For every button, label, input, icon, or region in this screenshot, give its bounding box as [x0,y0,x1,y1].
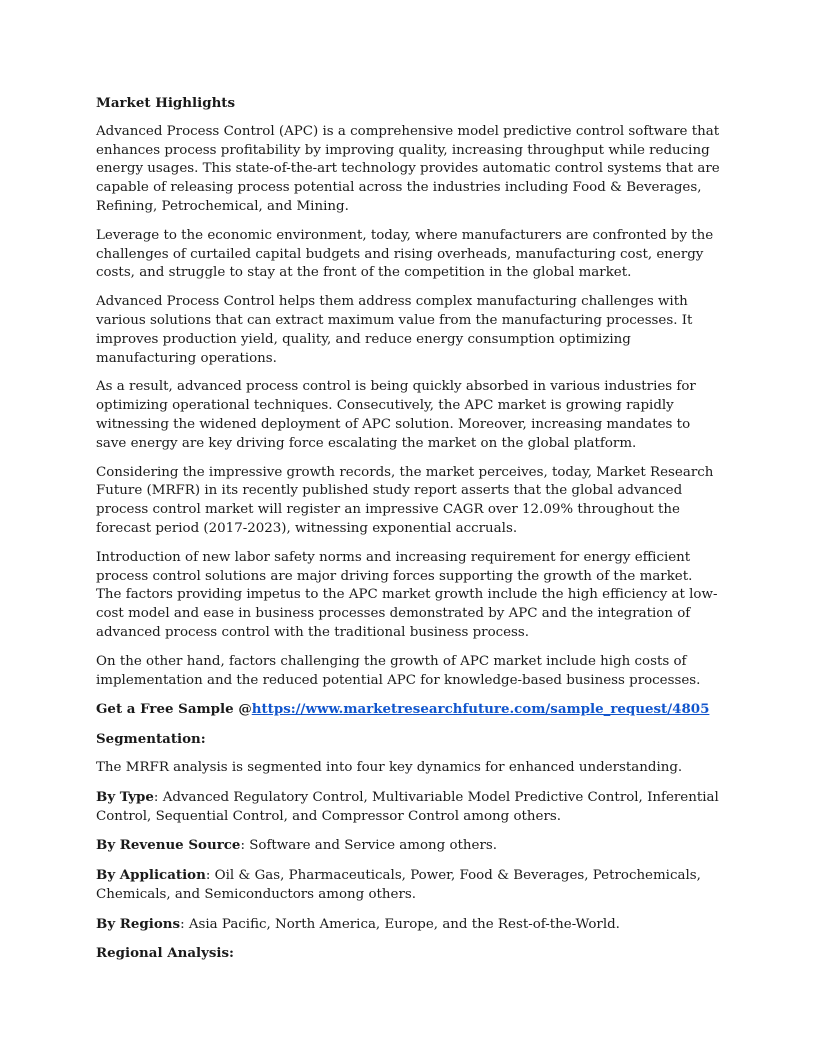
paragraph-7: On the other hand, factors challenging the growth of APC market include high costs of implementation and the reduced potential APC for knowledge-based business processes. [96,653,701,688]
regional-analysis-heading: Regional Analysis: [96,945,234,962]
free-sample-label: Get a Free Sample @ [96,701,252,718]
paragraph-1: Advanced Process Control (APC) is a comprehensive model predictive control software that enhances process profitability by improving quality, increasing throughput while reducing energy usages. This state-of-the-art technology provides automatic control systems that are capable of releasing process potential across the industries including Food & Beverages, Refining, Petrochemical, and Mining. [96,123,720,214]
segment-by-regions [96,915,722,935]
paragraph-5: Considering the impressive growth records, the market perceives, today, Market Research Future (MRFR) in its recently published study report asserts that the global advanced process control market will register an impressive CAGR over 12.09% throughout the forecast period (2017-2023), witnessing exponential accruals. [96,464,714,536]
segment-text: : Oil & Gas, Pharmaceuticals, Power, Food & Beverages, Petrochemicals, Chemicals, and Semiconductors among others. [96,868,701,902]
free-sample-link[interactable]: https://www.marketresearchfuture.com/sample_request/4805 [251,701,710,718]
segment-label: By Application [96,867,206,884]
segment-by-revenue-source [96,836,722,856]
segmentation-heading: Segmentation: [96,731,206,748]
segment-label: By Regions [96,915,181,932]
paragraph-2: Leverage to the economic environment, today, where manufacturers are confronted by the challenges of curtailed capital budgets and rising overheads, manufacturing cost, energy costs, and struggle to stay at the front of the competition in the global market. [96,227,714,281]
segment-label: By Type [96,788,154,805]
free-sample-line [96,700,722,720]
segmentation-intro: The MRFR analysis is segmented into four key dynamics for enhanced understanding. [96,759,683,775]
segment-text: : Advanced Regulatory Control, Multivariable Model Predictive Control, Inferential Control, Sequential Control, and Compressor Control among others. [96,789,719,824]
segment-text: : Asia Pacific, North America, Europe, and the Rest-of-the-World. [180,916,620,932]
segment-by-type [96,788,722,827]
paragraph-3: Advanced Process Control helps them address complex manufacturing challenges with various solutions that can extract maximum value from the manufacturing processes. It improves production yield, quality, and reduce energy consumption optimizing manufacturing operations. [96,294,693,366]
segment-by-application [96,866,722,905]
paragraph-4: As a result, advanced process control is being quickly absorbed in various industries for optimizing operational techniques. Consecutively, the APC market is growing rapidly witnessing the widened deployment of APC solution. Moreover, increasing mandates to save energy are key driving force escalating the market on the global platform. [96,379,696,451]
section-heading-market-highlights: Market Highlights [96,95,236,111]
segment-label: By Revenue Source [96,837,241,854]
paragraph-6: Introduction of new labor safety norms and increasing requirement for energy efficient process control solutions are major driving forces supporting the growth of the market. The factors providing impetus to the APC market growth include the high efficiency at low-cost model and ease in business processes demonstrated by APC and the integration of advanced process control with the traditional business process. [96,549,718,640]
segment-text: : Software and Service among others. [240,838,497,854]
document-page [96,94,722,973]
